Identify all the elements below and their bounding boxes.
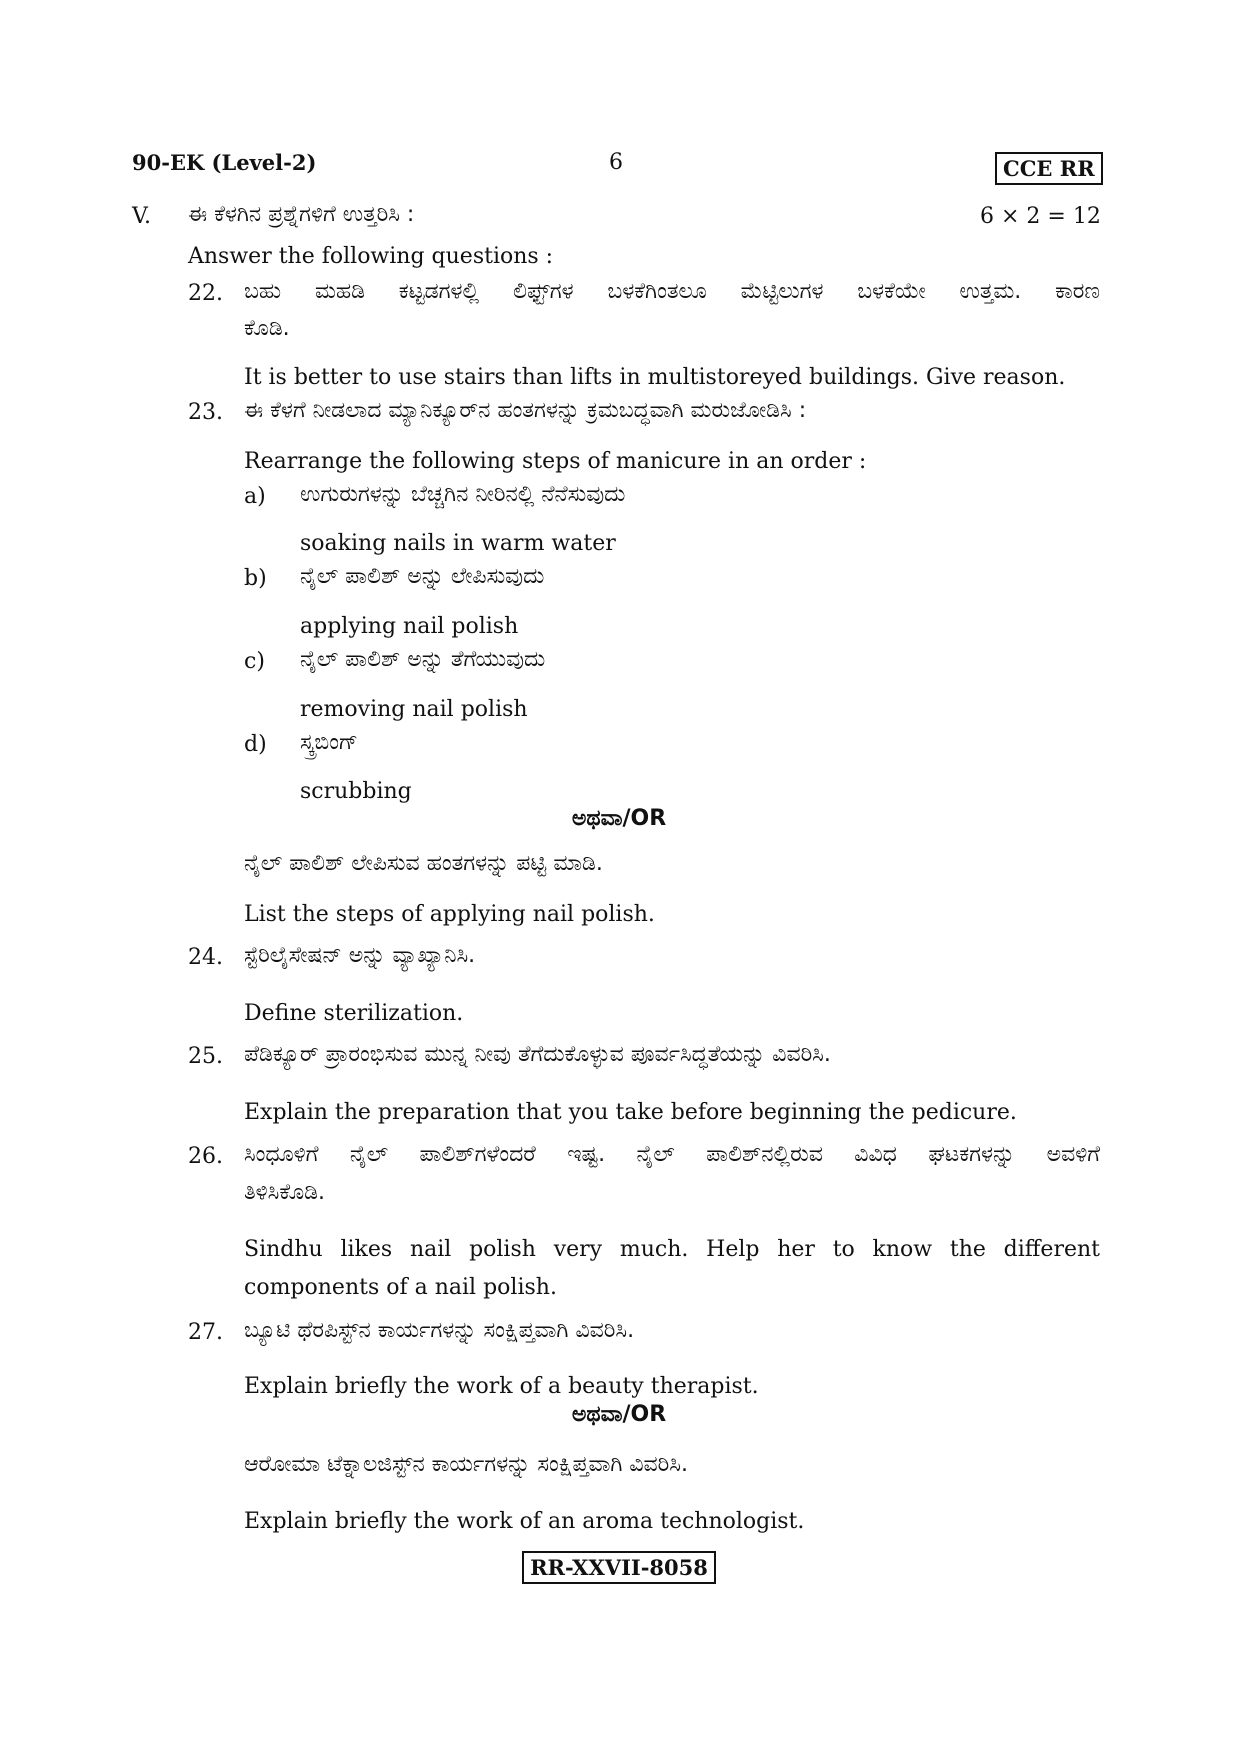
question-number: 25. (188, 1044, 223, 1069)
footer-code-box: RR-XXVII-8058 (522, 1551, 716, 1584)
series-code-box: CCE RR (995, 152, 1103, 185)
question-24-kn: ಸ್ಟೆರಿಲೈಸೇಷನ್ ಅನ್ನು ವ್ಯಾಖ್ಯಾನಿಸಿ. (244, 943, 476, 968)
question-number: 26. (188, 1144, 223, 1169)
option-b-kn: ನೈಲ್ ಪಾಲಿಶ್ ಅನ್ನು ಲೇಪಿಸುವುದು (300, 564, 545, 589)
option-label: a) (244, 484, 266, 509)
option-label: c) (244, 649, 265, 674)
question-number: 23. (188, 400, 223, 425)
question-27-alt-kn: ಆರೋಮಾ ಟೆಕ್ನಾಲಜಿಸ್ಟ್‌ನ ಕಾರ್ಯಗಳನ್ನು ಸಂಕ್ಷಿಪ್ತವಾಗಿ ವಿವರಿಸಿ. (244, 1452, 688, 1477)
footer (0, 1551, 1238, 1584)
question-25-kn: ಪೆಡಿಕ್ಯೂರ್ ಪ್ರಾರಂಭಿಸುವ ಮುನ್ನ ನೀವು ತೆಗೆದುಕೊಳ್ಳುವ ಪೂರ್ವಸಿದ್ಧತೆಯನ್ನು ವಿವರಿಸಿ. (244, 1042, 831, 1067)
option-c-kn: ನೈಲ್ ಪಾಲಿಶ್ ಅನ್ನು ತೆಗೆಯುವುದು (300, 647, 546, 672)
question-number: 22. (188, 281, 223, 306)
question-23-alt-kn: ನೈಲ್ ಪಾಲಿಶ್ ಲೇಪಿಸುವ ಹಂತಗಳನ್ನು ಪಟ್ಟಿ ಮಾಡಿ. (244, 851, 603, 876)
question-27-kn: ಬ್ಯೂಟಿ ಥೆರಪಿಸ್ಟ್‌ನ ಕಾರ್ಯಗಳನ್ನು ಸಂಕ್ಷಿಪ್ತವಾಗಿ ವಿವರಿಸಿ. (244, 1318, 635, 1343)
question-23-alt-en: List the steps of applying nail polish. (244, 902, 655, 927)
section-roman: V. (132, 204, 152, 229)
or-divider: ಅಥವಾ/OR (571, 806, 667, 831)
question-26-en-line2: components of a nail polish. (244, 1275, 557, 1300)
question-27-en: Explain briefly the work of a beauty therapist. (244, 1374, 759, 1399)
option-a-en: soaking nails in warm water (300, 531, 616, 556)
question-23-kn: ಈ ಕೆಳಗೆ ನೀಡಲಾದ ಮ್ಯಾನಿಕ್ಯೂರ್‌ನ ಹಂತಗಳನ್ನು ಕ್ರಮಬದ್ಧವಾಗಿ ಮರುಜೋಡಿಸಿ : (244, 398, 807, 423)
question-26-kn-line1: ಸಿಂಧೂಳಿಗೆ ನೈಲ್ ಪಾಲಿಶ್‌ಗಳೆಂದರೆ ಇಷ್ಟ. ನೈಲ್ ಪಾಲಿಶ್‌ನಲ್ಲಿರುವ ವಿವಿಧ ಘಟಕಗಳನ್ನು ಅವಳಿಗೆ (244, 1142, 1100, 1167)
page-number: 6 (609, 150, 623, 175)
question-27-alt-en: Explain briefly the work of an aroma technologist. (244, 1509, 805, 1534)
question-26-kn-line2: ತಿಳಿಸಿಕೊಡಿ. (244, 1180, 326, 1205)
or-divider: ಅಥವಾ/OR (571, 1402, 667, 1427)
option-label: b) (244, 566, 267, 591)
section-marks: 6 × 2 = 12 (980, 204, 1101, 229)
section-title-kn: ಈ ಕೆಳಗಿನ ಪ್ರಶ್ನೆಗಳಿಗೆ ಉತ್ತರಿಸಿ : (188, 202, 415, 227)
question-number: 27. (188, 1320, 223, 1345)
paper-code: 90-EK (Level-2) (132, 150, 317, 175)
option-d-en: scrubbing (300, 779, 412, 804)
option-d-kn: ಸ್ಕ್ರಬಿಂಗ್ (300, 730, 358, 755)
option-c-en: removing nail polish (300, 697, 528, 722)
question-22-kn-line1: ಬಹು ಮಹಡಿ ಕಟ್ಟಡಗಳಲ್ಲಿ ಲಿಫ್ಟ್‌ಗಳ ಬಳಕೆಗಿಂತಲೂ ಮೆಟ್ಟಿಲುಗಳ ಬಳಕೆಯೇ ಉತ್ತಮ. ಕಾರಣ (244, 279, 1100, 304)
option-a-kn: ಉಗುರುಗಳನ್ನು ಬೆಚ್ಚಗಿನ ನೀರಿನಲ್ಲಿ ನೆನೆಸುವುದು (300, 482, 626, 507)
question-24-en: Define sterilization. (244, 1001, 464, 1026)
option-b-en: applying nail polish (300, 614, 519, 639)
question-23-en: Rearrange the following steps of manicure in an order : (244, 449, 867, 474)
question-25-en: Explain the preparation that you take before beginning the pedicure. (244, 1100, 1017, 1125)
question-26-en-line1: Sindhu likes nail polish very much. Help her to know the different (244, 1237, 1100, 1262)
question-22-kn-line2: ಕೊಡಿ. (244, 316, 290, 341)
question-22-en: It is better to use stairs than lifts in multistoreyed buildings. Give reason. (244, 365, 1066, 390)
section-title-en: Answer the following questions : (188, 244, 554, 269)
option-label: d) (244, 732, 267, 757)
question-number: 24. (188, 945, 223, 970)
